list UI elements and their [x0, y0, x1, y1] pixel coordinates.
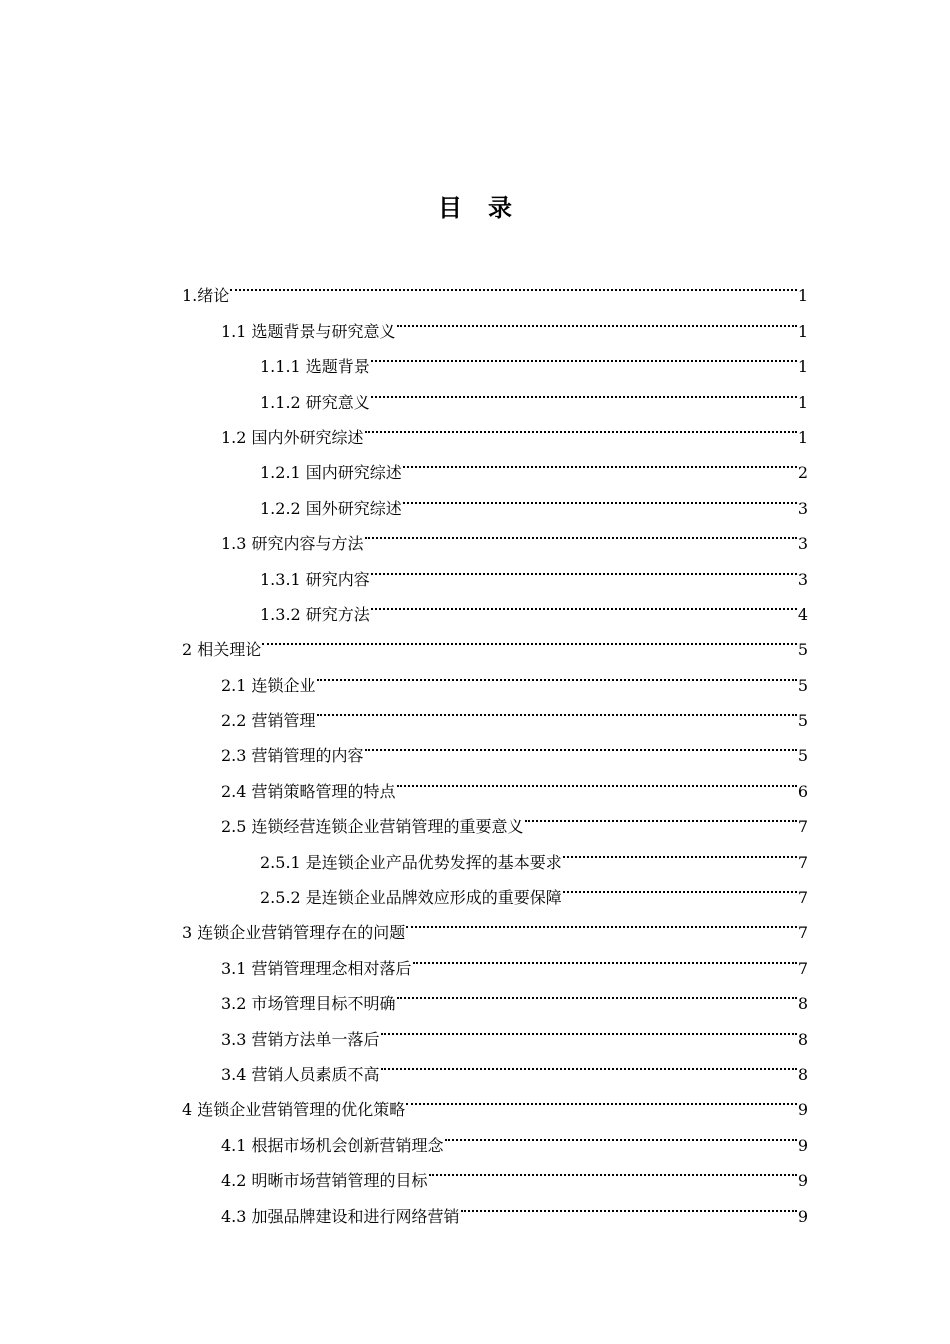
toc-entry[interactable]	[182, 301, 808, 341]
toc-dot-leader	[371, 549, 797, 584]
toc-entry-label: 1.3 研究内容与方法	[221, 534, 364, 554]
toc-entry-label: 2.1 连锁企业	[221, 675, 316, 695]
toc-dot-leader	[413, 938, 797, 973]
toc-dot-leader	[406, 903, 797, 938]
toc-entry-page: 7	[797, 923, 808, 943]
toc-dot-leader	[230, 266, 797, 301]
toc-dot-leader	[381, 1009, 797, 1044]
toc-entry-page: 1	[797, 357, 808, 377]
toc-entry-page: 9	[797, 1100, 808, 1120]
toc-dot-leader	[525, 797, 797, 832]
toc-entry-page: 7	[797, 852, 808, 872]
toc-entry-label: 1.3.2 研究方法	[260, 604, 370, 624]
toc-dot-leader	[381, 1045, 797, 1080]
toc-entry[interactable]	[182, 266, 808, 306]
toc-entry-label: 1.1 选题背景与研究意义	[221, 321, 396, 341]
toc-entry-label: 2.5 连锁经营连锁企业营销管理的重要意义	[221, 817, 524, 837]
toc-dot-leader	[365, 726, 797, 761]
toc-dot-leader	[563, 832, 797, 867]
toc-entry-label: 2.2 营销管理	[221, 711, 316, 731]
toc-entry-page: 7	[797, 817, 808, 837]
toc-entry-label: 2.4 营销策略管理的特点	[221, 781, 396, 801]
toc-entry-page: 9	[797, 1135, 808, 1155]
toc-entry-page: 9	[797, 1206, 808, 1226]
toc-entry-page: 7	[797, 888, 808, 908]
toc-entry-label: 1.1.1 选题背景	[260, 357, 370, 377]
toc-dot-leader	[403, 478, 797, 513]
toc-dot-leader	[429, 1151, 797, 1186]
toc-entry[interactable]	[182, 655, 808, 695]
toc-dot-leader	[365, 408, 797, 443]
toc-entry-page: 3	[797, 498, 808, 518]
toc-entry-page: 6	[797, 781, 808, 801]
toc-entry-label: 3.2 市场管理目标不明确	[221, 994, 396, 1014]
toc-entry-label: 1.2 国内外研究综述	[221, 427, 364, 447]
toc-dot-leader	[371, 585, 797, 620]
toc-dot-leader	[445, 1115, 797, 1150]
toc-entry-page: 5	[797, 746, 808, 766]
toc-entry-label: 2.3 营销管理的内容	[221, 746, 364, 766]
table-of-contents	[182, 266, 808, 1226]
toc-entry-label: 3.4 营销人员素质不高	[221, 1064, 380, 1084]
toc-dot-leader	[262, 620, 797, 655]
toc-dot-leader	[461, 1186, 797, 1221]
toc-entry-label: 4.1 根据市场机会创新营销理念	[221, 1135, 444, 1155]
toc-entry-page: 7	[797, 958, 808, 978]
toc-entry-page: 1	[797, 321, 808, 341]
toc-dot-leader	[317, 691, 797, 726]
toc-entry-page: 8	[797, 1029, 808, 1049]
toc-entry-label: 3 连锁企业营销管理存在的问题	[182, 923, 406, 943]
toc-entry-page: 8	[797, 994, 808, 1014]
toc-entry-label: 2 相关理论	[182, 640, 262, 660]
toc-title: 目录	[438, 193, 538, 222]
toc-entry-page: 3	[797, 569, 808, 589]
toc-entry-label: 1.2.2 国外研究综述	[260, 498, 402, 518]
toc-entry-page: 9	[797, 1171, 808, 1191]
toc-entry-page: 2	[797, 463, 808, 483]
toc-dot-leader	[403, 443, 797, 478]
toc-entry-label: 4.2 明晰市场营销管理的目标	[221, 1171, 428, 1191]
toc-dot-leader	[317, 655, 797, 690]
toc-entry-label: 1.绪论	[182, 286, 230, 306]
toc-entry-label: 4.3 加强品牌建设和进行网络营销	[221, 1206, 460, 1226]
toc-entry-label: 3.3 营销方法单一落后	[221, 1029, 380, 1049]
toc-dot-leader	[365, 514, 797, 549]
toc-entry-page: 8	[797, 1064, 808, 1084]
toc-entry-page: 5	[797, 675, 808, 695]
toc-dot-leader	[397, 761, 797, 796]
toc-entry-page: 3	[797, 534, 808, 554]
toc-entry-label: 3.1 营销管理理念相对落后	[221, 958, 412, 978]
toc-entry-label: 1.1.2 研究意义	[260, 392, 370, 412]
toc-entry-label: 4 连锁企业营销管理的优化策略	[182, 1100, 406, 1120]
toc-entry-page: 5	[797, 711, 808, 731]
toc-dot-leader	[397, 301, 797, 336]
toc-dot-leader	[371, 372, 797, 407]
toc-entry-page: 1	[797, 427, 808, 447]
toc-dot-leader	[406, 1080, 797, 1115]
toc-entry-page: 1	[797, 286, 808, 306]
toc-entry-label: 2.5.1 是连锁企业产品优势发挥的基本要求	[260, 852, 562, 872]
toc-entry-page: 1	[797, 392, 808, 412]
toc-entry-page: 5	[797, 640, 808, 660]
toc-dot-leader	[563, 868, 797, 903]
toc-entry-page: 4	[797, 604, 808, 624]
toc-dot-leader	[397, 974, 797, 1009]
toc-entry-label: 2.5.2 是连锁企业品牌效应形成的重要保障	[260, 888, 562, 908]
toc-entry-label: 1.2.1 国内研究综述	[260, 463, 402, 483]
toc-dot-leader	[371, 337, 797, 372]
toc-entry[interactable]	[182, 620, 808, 660]
toc-entry-label: 1.3.1 研究内容	[260, 569, 370, 589]
